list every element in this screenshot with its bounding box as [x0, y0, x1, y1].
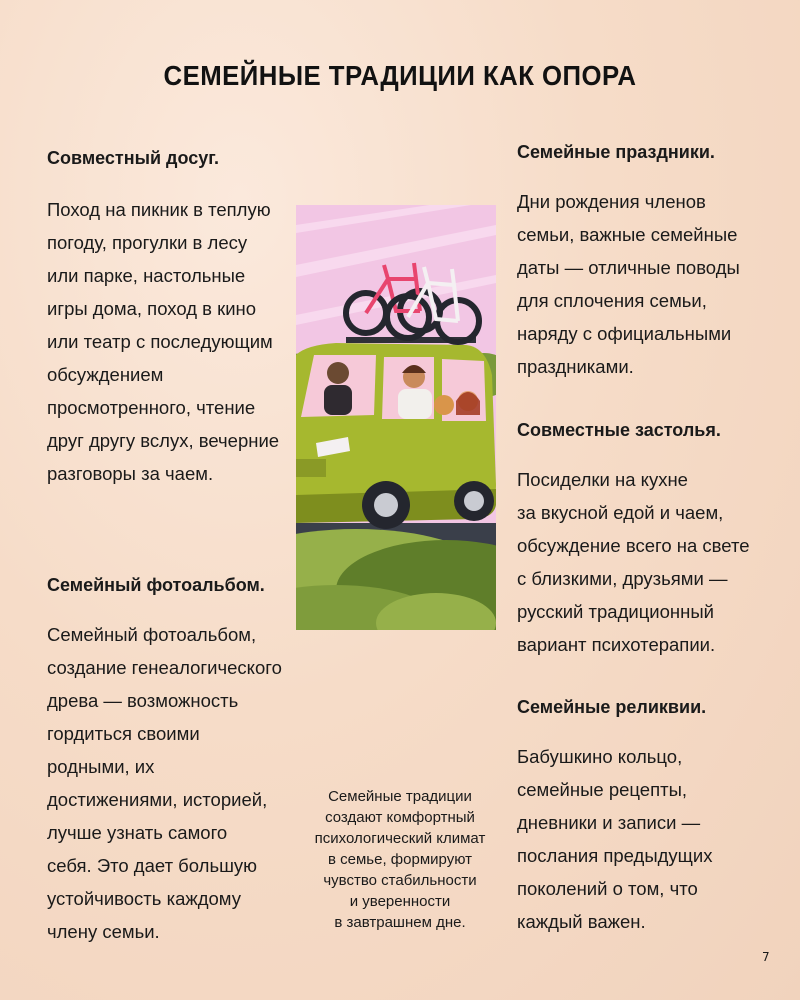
- section-heading: Совместный досуг.: [47, 148, 219, 168]
- text-line: для сплочения семьи,: [517, 290, 707, 311]
- text-line: Посиделки на кухне: [517, 469, 688, 490]
- caption-line: и уверенности: [349, 893, 451, 910]
- text-line: праздниками.: [517, 356, 634, 377]
- text-line: или парке, настольные: [47, 265, 246, 286]
- text-line: родными, их: [47, 756, 155, 777]
- dog-head: [434, 395, 454, 415]
- section-album: [47, 575, 287, 948]
- section-text: [517, 185, 767, 383]
- text-line: погоду, прогулки в лесу: [47, 232, 248, 253]
- caption-line: создают комфортный: [325, 809, 475, 826]
- text-line: даты — отличные поводы: [517, 257, 740, 278]
- text-line: семьи, важные семейные: [517, 224, 738, 245]
- driver-body: [324, 385, 352, 415]
- text-line: за вкусной едой и чаем,: [517, 502, 724, 523]
- caption-line: Семейные традиции: [328, 788, 472, 805]
- text-line: гордиться своими: [47, 723, 200, 744]
- page-number: 7: [762, 950, 770, 964]
- section-leisure: [47, 148, 287, 490]
- text-line: достижениями, историей,: [47, 789, 268, 810]
- driver-head: [327, 362, 349, 384]
- text-line: обсуждением: [47, 364, 164, 385]
- wheel-front-hub: [374, 493, 398, 517]
- father-body: [398, 389, 432, 419]
- caption-line: чувство стабильности: [323, 872, 477, 889]
- section-heading: Семейный фотоальбом.: [47, 575, 265, 595]
- section-relics: [517, 697, 767, 938]
- text-line: обсуждение всего на свете: [517, 535, 750, 556]
- caption: [300, 786, 500, 933]
- caption-line: в завтрашнем дне.: [334, 914, 466, 931]
- section-holidays: [517, 142, 767, 383]
- text-line: семейные рецепты,: [517, 779, 688, 800]
- text-line: друг другу вслух, вечерние: [47, 430, 280, 451]
- section-heading: Семейные реликвии.: [517, 697, 707, 717]
- section-text: [517, 740, 767, 938]
- text-line: просмотренного, чтение: [47, 397, 256, 418]
- family-car-illustration: [296, 205, 496, 630]
- text-line: Дни рождения членов: [517, 191, 706, 212]
- text-line: устойчивость каждому: [47, 888, 241, 909]
- text-line: русский традиционный: [517, 601, 714, 622]
- section-text: [47, 618, 287, 948]
- text-line: лучше узнать самого: [47, 822, 228, 843]
- text-line: с близкими, друзьями —: [517, 568, 728, 589]
- text-line: древа — возможность: [47, 690, 239, 711]
- text-line: себя. Это дает большую: [47, 855, 258, 876]
- text-line: создание генеалогического: [47, 657, 282, 678]
- text-line: Семейный фотоальбом,: [47, 624, 257, 645]
- text-line: послания предыдущих: [517, 845, 713, 866]
- section-heading: Семейные праздники.: [517, 142, 715, 162]
- text-line: или театр с последующим: [47, 331, 273, 352]
- section-feasts: [517, 420, 767, 661]
- text-line: члену семьи.: [47, 921, 160, 942]
- wheel-rear-hub: [464, 491, 484, 511]
- text-line: поколений о том, что: [517, 878, 698, 899]
- text-line: наряду с официальными: [517, 323, 732, 344]
- text-line: вариант психотерапии.: [517, 634, 716, 655]
- text-line: игры дома, поход в кино: [47, 298, 257, 319]
- text-line: разговоры за чаем.: [47, 463, 214, 484]
- section-text: [517, 463, 767, 661]
- text-line: Бабушкино кольцо,: [517, 746, 683, 767]
- caption-line: в семье, формируют: [328, 851, 472, 868]
- caption-line: психологический климат: [314, 830, 486, 847]
- text-line: каждый важен.: [517, 911, 646, 932]
- car-grille: [296, 459, 326, 477]
- text-line: дневники и записи —: [517, 812, 701, 833]
- section-heading: Совместные застолья.: [517, 420, 721, 440]
- section-text: [47, 193, 287, 490]
- text-line: Поход на пикник в теплую: [47, 199, 271, 220]
- page-title: СЕМЕЙНЫЕ ТРАДИЦИИ КАК ОПОРА: [163, 60, 637, 91]
